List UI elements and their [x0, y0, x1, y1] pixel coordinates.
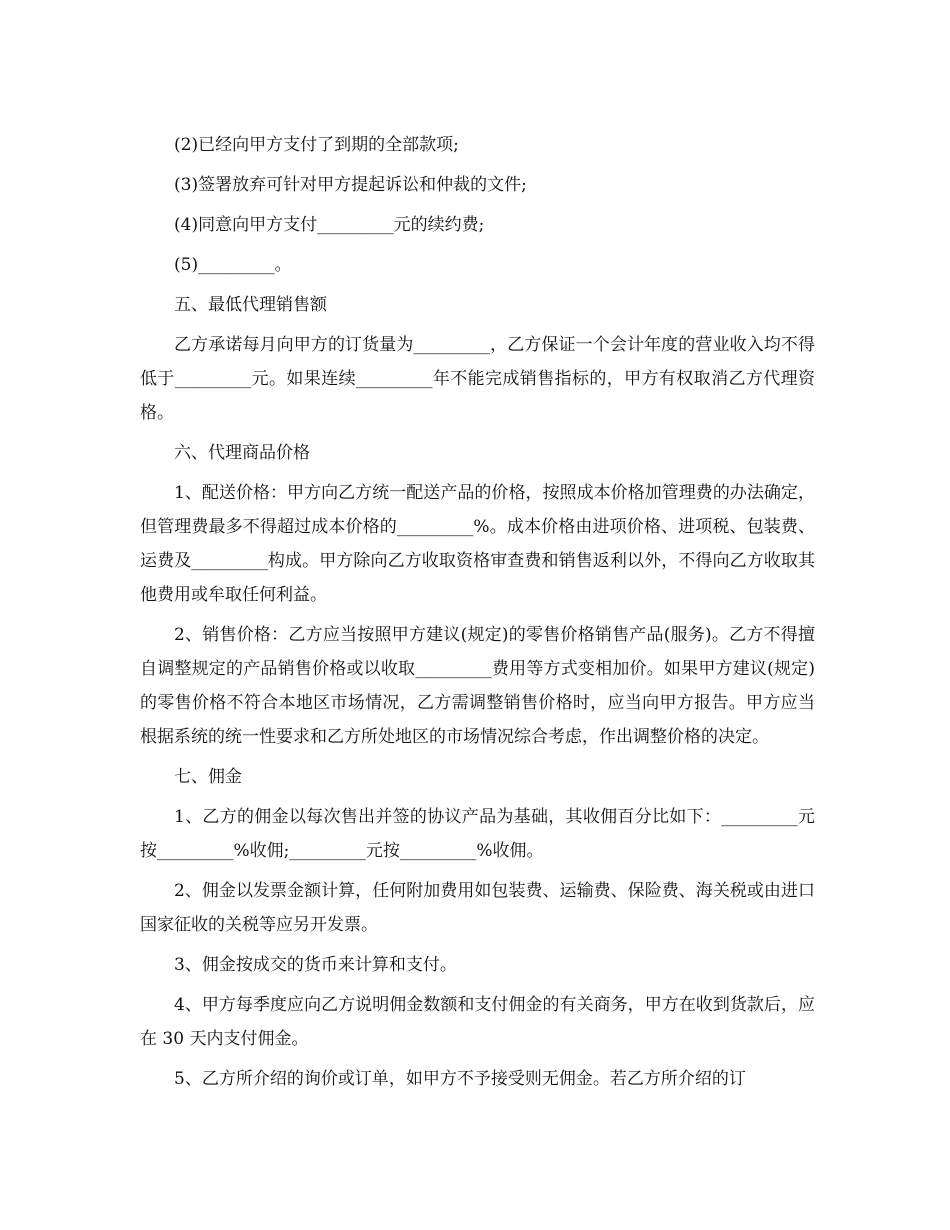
- section-5-paragraph: 乙方承诺每月向甲方的订货量为_________，乙方保证一个会计年度的营业收入均不得低于_________元。如果连续_________年不能完成销售指标的，甲方有权取消乙方代理资格。: [140, 335, 815, 423]
- clause-item-3: (3)签署放弃可针对甲方提起诉讼和仲裁的文件;: [174, 175, 527, 195]
- section-7-item-2: 2、佣金以发票金额计算，任何附加费用如包装费、运输费、保险费、海关税或由进口国家征收的关税等应另开发票。: [140, 881, 815, 935]
- section-heading-7: 七、佣金: [174, 767, 242, 787]
- clause-item-2: (2)已经向甲方支付了到期的全部款项;: [174, 135, 459, 155]
- section-7-item-5: 5、乙方所介绍的询价或订单，如甲方不予接受则无佣金。若乙方所介绍的订: [174, 1069, 746, 1089]
- clause-item-4: (4)同意向甲方支付_________元的续约费;: [174, 215, 485, 235]
- document-body: [140, 128, 815, 1096]
- section-7-item-3: 3、佣金按成交的货币来计算和支付。: [174, 955, 457, 975]
- section-6-item-2: 2、销售价格：乙方应当按照甲方建议(规定)的零售价格销售产品(服务)。乙方不得擅自调整规定的产品销售价格或以收取_________费用等方式变相加价。如果甲方建议(规定)的零售价格不符合本地区市场情况，乙方需调整销售价格时，应当向甲方报告。甲方应当根据系统的统一性要求和乙方所处地区的市场情况综合考虑，作出调整价格的决定。: [140, 625, 815, 747]
- section-heading-6: 六、代理商品价格: [174, 443, 310, 463]
- section-6-item-1: 1、配送价格：甲方向乙方统一配送产品的价格，按照成本价格加管理费的办法确定，但管理费最多不得超过成本价格的_________%。成本价格由进项价格、进项税、包装费、运费及_________构成。甲方除向乙方收取资格审查费和销售返利以外，不得向乙方收取其他费用或牟取任何利益。: [140, 483, 815, 605]
- section-7-item-1: 1、乙方的佣金以每次售出并签的协议产品为基础，其收佣百分比如下：_________元按_________%收佣;_________元按_________%收佣。: [140, 807, 815, 861]
- clause-item-5: (5)_________。: [174, 255, 292, 275]
- section-7-item-4: 4、甲方每季度应向乙方说明佣金数额和支付佣金的有关商务，甲方在收到货款后，应在 30 天内支付佣金。: [140, 995, 815, 1049]
- section-heading-5: 五、最低代理销售额: [174, 295, 327, 315]
